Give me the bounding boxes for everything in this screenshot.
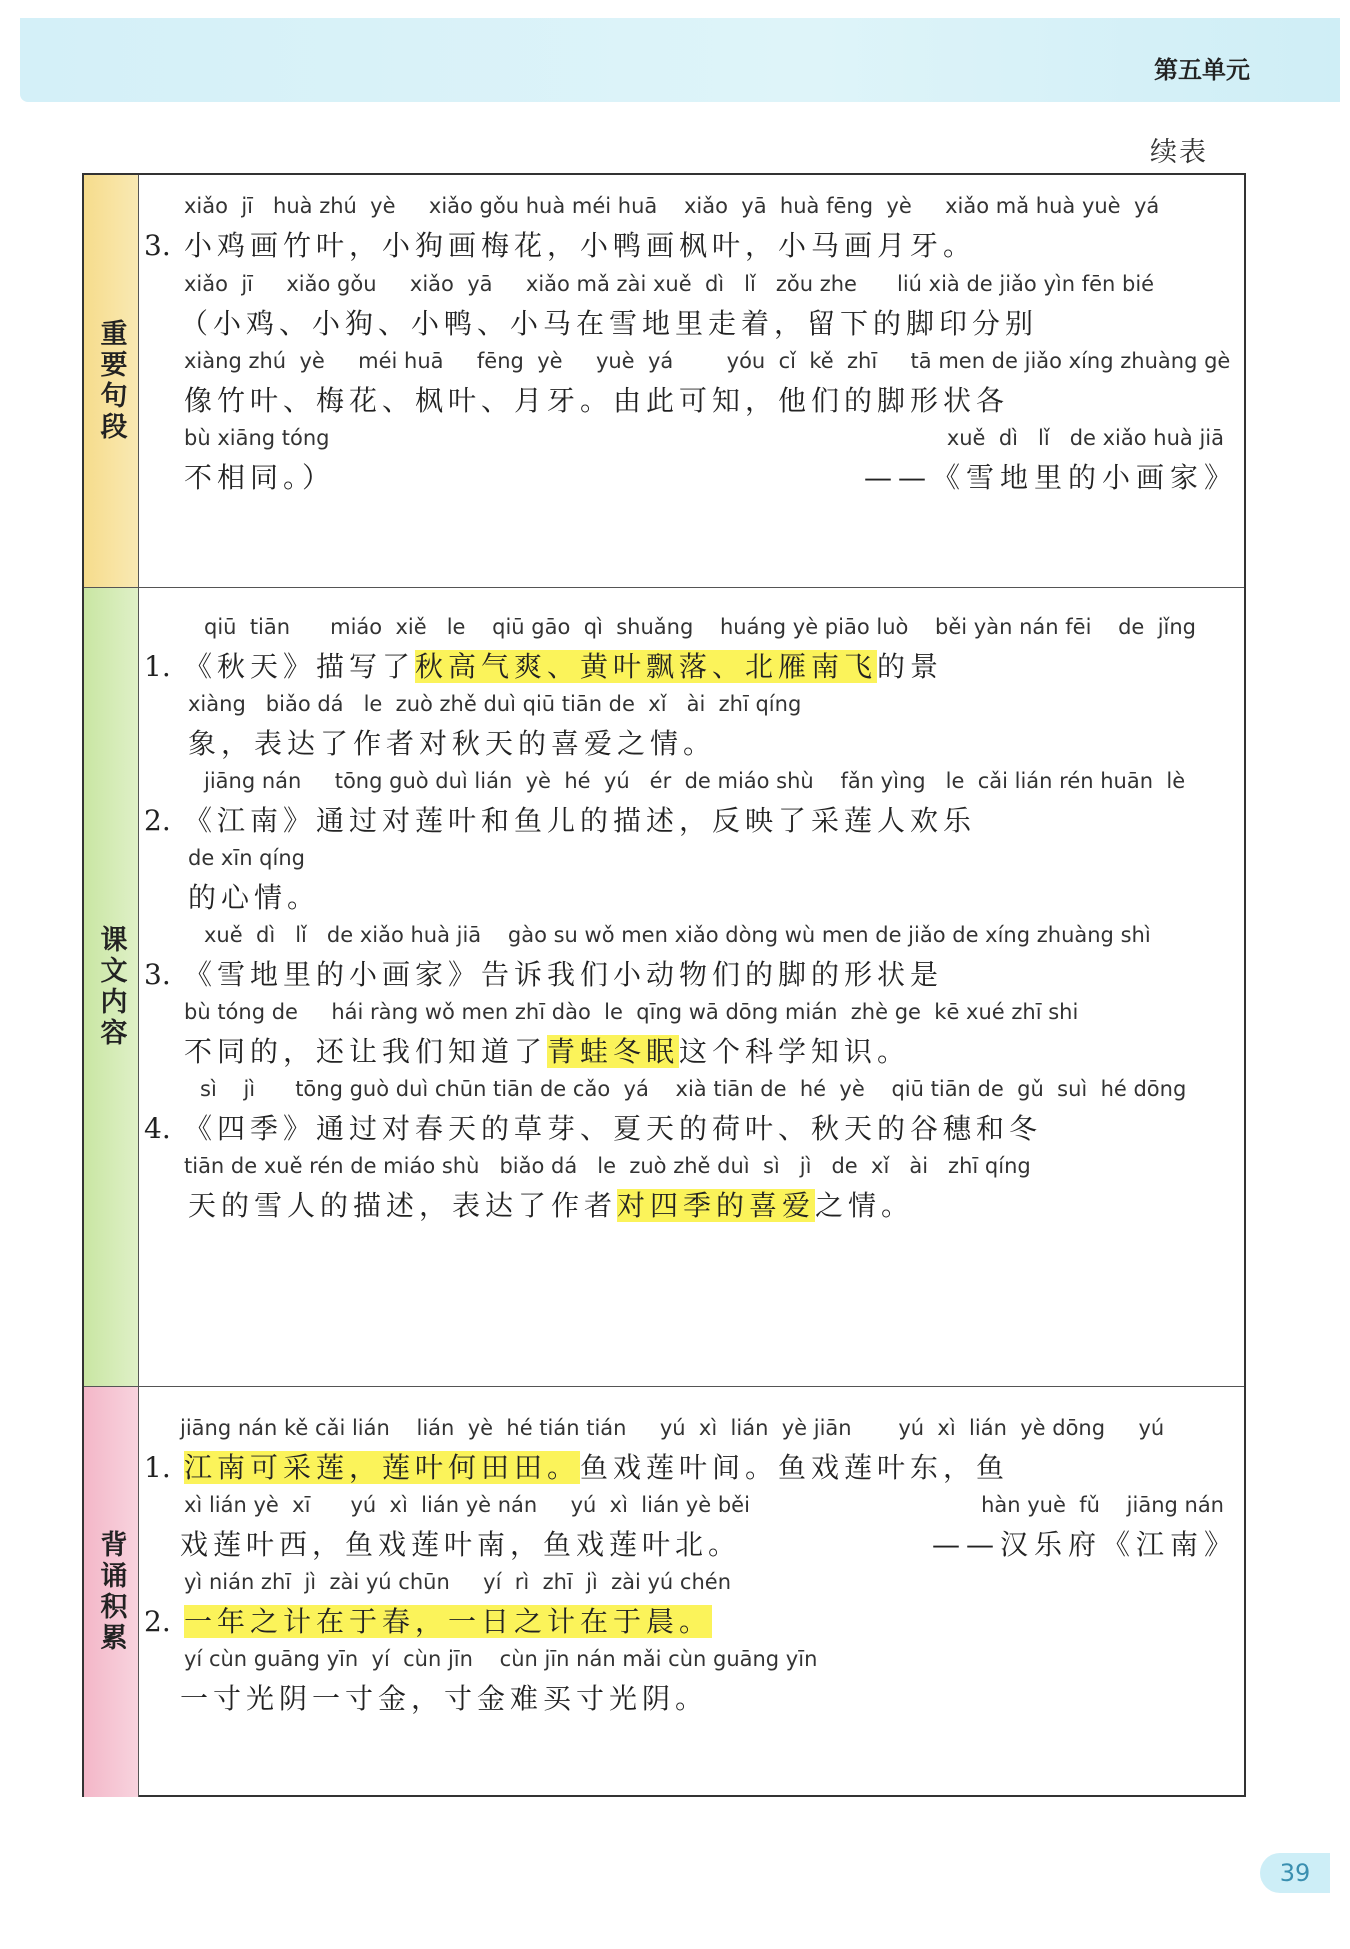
pinyin: xuě dì lǐ de xiǎo huà jiā gào su wǒ men xiǎo dòng wù men de jiǎo de xíng zhuàng shì	[204, 923, 1151, 947]
highlighted-text: 秋高气爽、黄叶飘落、北雁南飞	[415, 650, 878, 683]
row-label-text: 课文内容	[95, 925, 127, 1049]
pinyin: yí cùn guāng yīn yí cùn jīn cùn jīn nán mǎi cùn guāng yīn	[184, 1647, 818, 1671]
sentence: 的景	[877, 650, 944, 683]
sentence: 戏莲叶西，鱼戏莲叶南，鱼戏莲叶北。	[180, 1528, 742, 1561]
text-line	[144, 1076, 1244, 1162]
highlighted-text: 江南可采莲，莲叶何田田。	[184, 1451, 581, 1484]
row-label	[84, 588, 139, 1386]
source-title: ——汉乐府《江南》	[931, 1528, 1238, 1561]
text-line	[144, 845, 1244, 931]
pinyin: bù tóng de hái ràng wǒ men zhī dào le qīng wā dōng mián zhè ge kē xué zhī shi	[184, 1000, 1079, 1024]
sentence: 不相同。）	[184, 461, 336, 494]
pinyin: tiān de xuě rén de miáo shù biǎo dá le zuò zhě duì sì jì de xǐ ài zhī qíng	[184, 1154, 1031, 1178]
text-line	[144, 1153, 1244, 1239]
text-line	[144, 425, 1244, 511]
text-line	[144, 922, 1244, 1008]
item-number: 2.	[144, 1605, 171, 1638]
pinyin-source: xuě dì lǐ de xiǎo huà jiā	[946, 426, 1224, 450]
row-recitation	[84, 1386, 1244, 1797]
row-label	[84, 175, 139, 587]
sentence: 《江南》通过对莲叶和鱼儿的描述，反映了采莲人欢乐	[184, 804, 977, 837]
sentence: （小鸡、小狗、小鸭、小马在雪地里走着，留下的脚印分别	[180, 307, 1039, 340]
source-title: ——《雪地里的小画家》	[863, 461, 1238, 494]
pinyin: bù xiāng tóng	[184, 426, 330, 450]
sentence: 的心情。	[188, 881, 321, 914]
text-line	[144, 271, 1244, 357]
text-line	[144, 1569, 1244, 1655]
text-line	[144, 193, 1244, 279]
pinyin: jiāng nán tōng guò duì lián yè hé yú ér de miáo shù fǎn yìng le cǎi lián rén huān lè	[204, 769, 1186, 793]
pinyin: sì jì tōng guò duì chūn tiān de cǎo yá xià tiān de hé yè qiū tiān de gǔ suì hé dōng	[200, 1077, 1187, 1101]
highlighted-text: 青蛙冬眠	[547, 1035, 680, 1068]
sentence: 之情。	[815, 1189, 915, 1222]
row-lesson-content	[84, 587, 1244, 1386]
item-number: 1.	[144, 1451, 171, 1484]
row-label-text: 背诵积累	[95, 1530, 127, 1654]
header-band	[20, 18, 1340, 102]
sentence: 一寸光阴一寸金，寸金难买寸光阴。	[180, 1682, 709, 1715]
text-line	[144, 614, 1244, 700]
highlighted-text: 一年之计在于春，一日之计在于晨。	[184, 1605, 713, 1638]
text-line	[144, 1415, 1244, 1501]
pinyin: xiǎo jī huà zhú yè xiǎo gǒu huà méi huā xiǎo yā huà fēng yè xiǎo mǎ huà yuè yá	[184, 194, 1160, 218]
pinyin: xiàng zhú yè méi huā fēng yè yuè yá yóu cǐ kě zhī tā men de jiǎo xíng zhuàng gè	[184, 349, 1231, 373]
text-line	[144, 999, 1244, 1085]
page-number: 39	[1260, 1853, 1330, 1893]
sentence: 小鸡画竹叶，小狗画梅花，小鸭画枫叶，小马画月牙。	[184, 229, 977, 262]
text-line	[144, 691, 1244, 777]
pinyin: jiāng nán kě cǎi lián lián yè hé tián tián yú xì lián yè jiān yú xì lián yè dōng yú	[180, 1416, 1165, 1440]
item-number: 2.	[144, 804, 171, 837]
pinyin: xì lián yè xī yú xì lián yè nán yú xì lián yè běi	[184, 1493, 750, 1517]
pinyin: yì nián zhī jì zài yú chūn yí rì zhī jì zài yú chén	[184, 1570, 732, 1594]
pinyin: qiū tiān miáo xiě le qiū gāo qì shuǎng huáng yè piāo luò běi yàn nán fēi de jǐng	[204, 615, 1197, 639]
summary-table	[82, 173, 1246, 1797]
text-line	[144, 1492, 1244, 1578]
text-line	[144, 1646, 1244, 1732]
unit-title: 第五单元	[1154, 56, 1250, 84]
sentence: 不同的，还让我们知道了	[184, 1035, 548, 1068]
sentence: 这个科学知识。	[679, 1035, 911, 1068]
sentence: 《秋天》描写了	[184, 650, 416, 683]
item-number: 4.	[144, 1112, 171, 1145]
sentence: 天的雪人的描述，表达了作者	[188, 1189, 618, 1222]
sentence: 像竹叶、梅花、枫叶、月牙。由此可知，他们的脚形状各	[184, 384, 1010, 417]
sentence: 象，表达了作者对秋天的喜爱之情。	[188, 727, 717, 760]
pinyin: xiǎo jī xiǎo gǒu xiǎo yā xiǎo mǎ zài xuě dì lǐ zǒu zhe liú xià de jiǎo yìn fēn bié	[184, 272, 1155, 296]
item-number: 3.	[144, 958, 171, 991]
row-label-text: 重要句段	[95, 319, 127, 443]
pinyin-source: hàn yuè fǔ jiāng nán	[981, 1493, 1224, 1517]
sentence: 《四季》通过对春天的草芽、夏天的荷叶、秋天的谷穗和冬	[184, 1112, 1043, 1145]
continued-label: 续表	[1150, 137, 1208, 168]
row-label	[84, 1387, 139, 1797]
highlighted-text: 对四季的喜爱	[617, 1189, 816, 1222]
row-key-sentences	[84, 175, 1244, 587]
item-number: 3.	[144, 229, 171, 262]
sentence: 鱼戏莲叶间。鱼戏莲叶东，鱼	[580, 1451, 1010, 1484]
pinyin: xiàng biǎo dá le zuò zhě duì qiū tiān de xǐ ài zhī qíng	[188, 692, 802, 716]
text-line	[144, 348, 1244, 434]
text-line	[144, 768, 1244, 854]
sentence: 《雪地里的小画家》告诉我们小动物们的脚的形状是	[184, 958, 944, 991]
pinyin: de xīn qíng	[188, 846, 305, 870]
item-number: 1.	[144, 650, 171, 683]
